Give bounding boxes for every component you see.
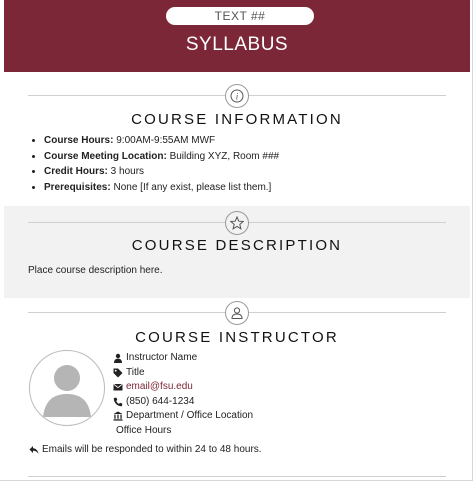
instructor-department-row [113,409,253,424]
course-instructor-heading: COURSE INSTRUCTOR [135,329,339,346]
instructor-department: Department / Office Location [126,410,254,421]
svg-text:i: i [235,91,239,102]
avatar [29,350,105,426]
instructor-name-row [113,351,253,366]
item-value: Building XYZ, Room ### [166,150,280,162]
list-item [44,164,279,180]
list-item [44,149,279,165]
page-title: SYLLABUS [185,34,289,55]
item-label: Course Meeting Location: [44,150,167,162]
instructor-title: Title [126,366,145,378]
list-item [44,180,279,196]
email-response-note [29,444,262,455]
instructor-office-hours-row [113,424,253,439]
course-description-text: Place course description here. [28,265,163,276]
reply-note-text: Emails will be responded to within 24 to 48 hours. [42,444,262,455]
user-icon [113,353,123,363]
item-label: Prerequisites: [44,181,111,193]
user-icon [225,301,249,325]
tag-icon [113,368,123,378]
instructor-name: Instructor Name [126,352,198,363]
header-banner [4,0,470,72]
building-icon [113,411,123,421]
course-code-pill: TEXT ## [166,7,314,25]
course-description-heading: COURSE DESCRIPTION [131,237,343,254]
section-divider [28,476,446,477]
instructor-email-row [113,380,253,395]
instructor-email-link[interactable]: email@fsu.edu [126,381,193,392]
item-value: 3 hours [107,166,145,177]
item-value: 9:00AM-9:55AM MWF [113,135,216,146]
phone-icon [113,397,123,407]
course-information-list [30,133,279,195]
instructor-phone-row [113,395,253,410]
instructor-phone: (850) 644-1234 [126,395,195,407]
item-label: Credit Hours: [44,166,108,177]
item-value: None [If any exist, please list them.] [110,181,272,193]
instructor-office-hours: Office Hours [116,424,172,436]
reply-icon [29,445,39,455]
info-icon [225,84,249,108]
instructor-details [113,351,253,438]
envelope-icon [113,382,123,392]
course-information-heading: COURSE INFORMATION [131,111,343,128]
list-item [44,133,279,149]
instructor-title-row [113,366,253,381]
item-label: Course Hours: [44,135,114,146]
star-icon [225,211,249,235]
